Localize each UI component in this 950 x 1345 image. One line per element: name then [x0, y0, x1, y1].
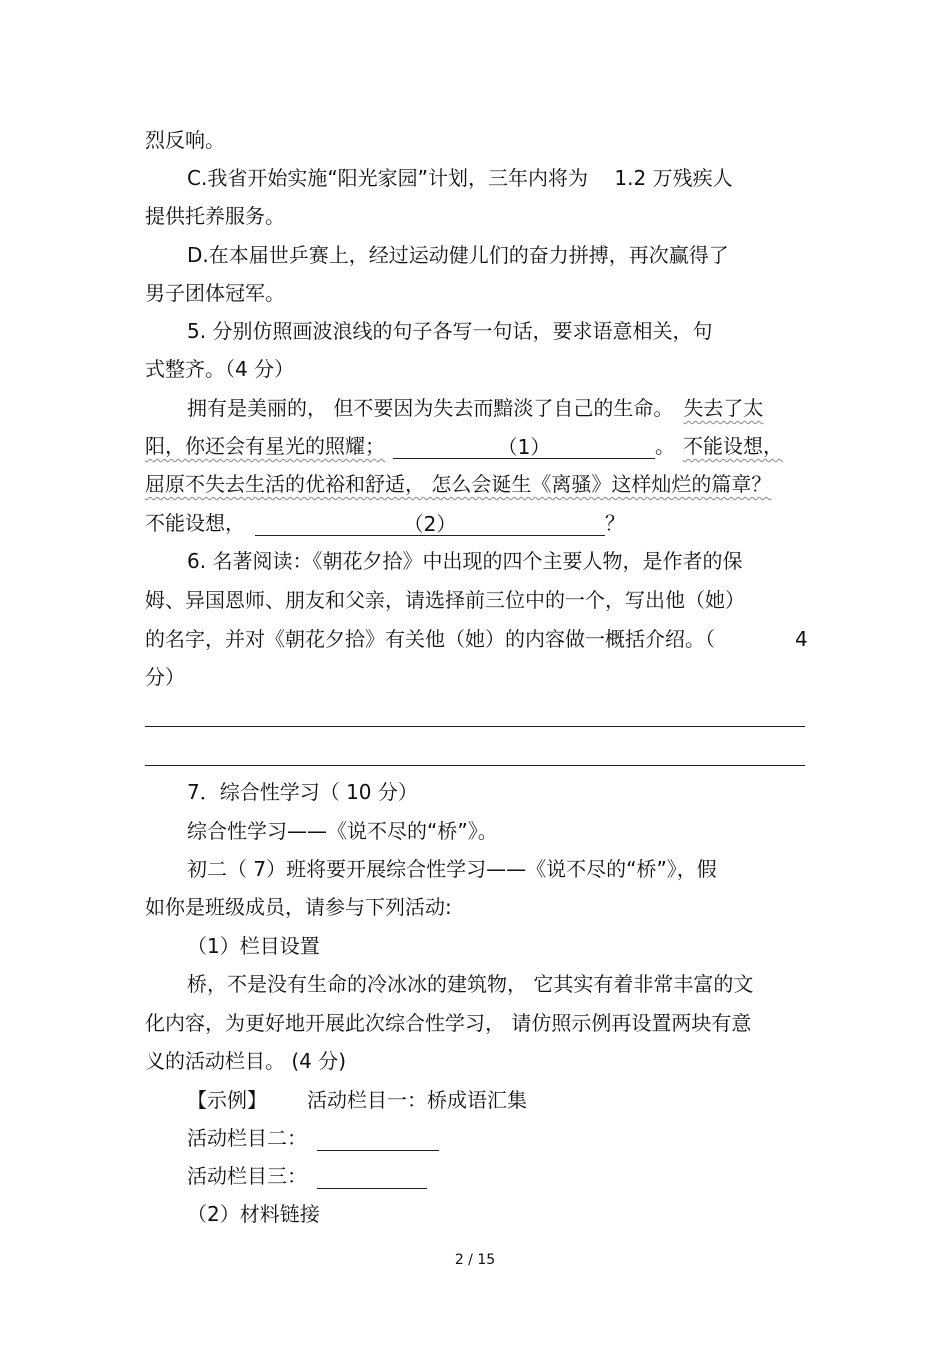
question-5-score: 式整齐。（4 分） — [145, 357, 295, 381]
example-sentence-line — [145, 471, 771, 497]
text-line: 综合性学习——《说不尽的“桥”》。 — [187, 819, 498, 843]
page-number: 2 / 15 — [454, 1252, 496, 1268]
example-line — [187, 1087, 527, 1113]
text-line: 义的活动栏目。 (4 分) — [145, 1049, 347, 1073]
activity-line — [187, 1163, 427, 1189]
answer-blank-1[interactable]: （1） — [393, 434, 655, 459]
question-5-line: 5. 分别仿照画波浪线的句子各写一句话，要求语意相关，句 — [187, 319, 713, 343]
subsection-heading: （2）材料链接 — [187, 1202, 320, 1226]
activity-label: 活动栏目二： — [187, 1126, 307, 1150]
imitation-line — [145, 510, 625, 536]
period: 。 — [655, 434, 675, 458]
answer-blank-3[interactable] — [317, 1126, 439, 1151]
question-6-line: 6. 名著阅读：《朝花夕拾》中出现的四个主要人物，是作者的保 — [187, 549, 743, 573]
text-line: 分） — [145, 665, 185, 689]
text-line: 烈反响。 — [145, 128, 225, 152]
question-7-line: 7．综合性学习（ 10 分） — [187, 780, 418, 804]
text-line: 如你是班级成员，请参与下列活动: — [145, 895, 452, 919]
text-line: 的名字，并对《朝花夕拾》有关他（她）的内容做一概括介绍。（ — [145, 627, 715, 651]
example-content: 活动栏目一：桥成语汇集 — [307, 1088, 527, 1112]
answer-line[interactable] — [145, 765, 805, 766]
answer-line[interactable] — [145, 726, 805, 727]
wavy-underlined-text: 不能设想， — [683, 434, 783, 458]
prompt-text: 不能设想， — [145, 511, 245, 535]
activity-line — [187, 1125, 439, 1151]
text-line: 姆、异国恩师、朋友和父亲，请选择前三位中的一个，写出他（她） — [145, 588, 745, 612]
answer-blank-4[interactable] — [317, 1164, 427, 1189]
option-c-line: C.我省开始实施“阳光家园”计划，三年内将为 1.2 万残疾人 — [187, 166, 733, 190]
subsection-heading: （1）栏目设置 — [187, 934, 320, 958]
question-mark: ？ — [605, 511, 625, 535]
wavy-underlined-text: 阳，你还会有星光的照耀； — [145, 434, 385, 458]
score-number: 4 — [795, 627, 808, 651]
option-d-line: D.在本届世乒赛上，经过运动健儿们的奋力拼搏，再次赢得了 — [187, 243, 729, 267]
example-sentence-line — [187, 395, 763, 421]
activity-label: 活动栏目三： — [187, 1164, 307, 1188]
text-line: 化内容，为更好地开展此次综合性学习， 请仿照示例再设置两块有意 — [145, 1011, 752, 1035]
answer-blank-2[interactable]: （2） — [255, 511, 605, 536]
example-sentence-line — [145, 433, 783, 459]
text-line: 男子团体冠军。 — [145, 281, 285, 305]
wavy-underlined-text: 失去了太 — [683, 396, 764, 420]
example-label: 【示例】 — [187, 1088, 267, 1112]
text-line: 提供托养服务。 — [145, 204, 285, 228]
text-line: 初二（ 7）班将要开展综合性学习——《说不尽的“桥”》，假 — [187, 857, 717, 881]
example-text: 拥有是美丽的， 但不要因为失去而黯淡了自己的生命。 — [187, 396, 684, 420]
wavy-underlined-text: 屈原不失去生活的优裕和舒适， 怎么会诞生《离骚》这样灿烂的篇章？ — [145, 472, 772, 496]
text-line: 桥，不是没有生命的冷冰冰的建筑物， 它其实有着非常丰富的文 — [187, 972, 754, 996]
